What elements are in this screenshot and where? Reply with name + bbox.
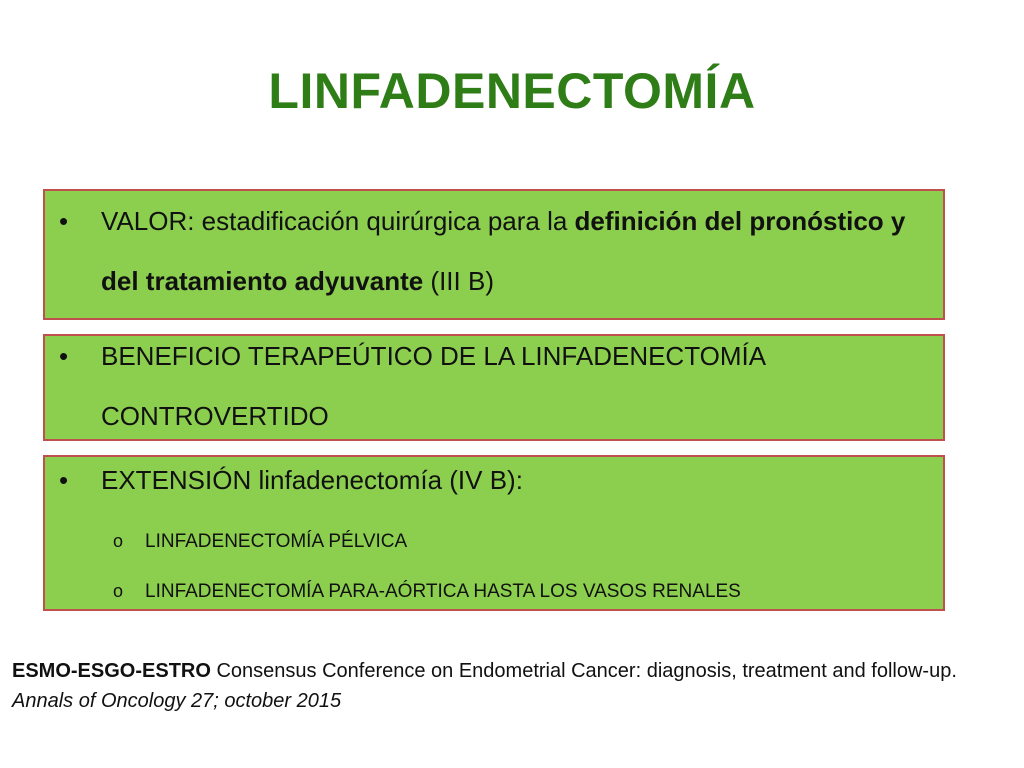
sub-item-label: LINFADENECTOMÍA PÉLVICA bbox=[145, 531, 408, 552]
sub-item-paraaortica bbox=[113, 581, 741, 603]
reference-journal: Annals of Oncology 27; october 2015 bbox=[12, 690, 342, 712]
slide-title: LINFADENECTOMÍA bbox=[268, 63, 756, 119]
reference-title: Consensus Conference on Endometrial Cancer: diagnosis, treatment and follow-up. bbox=[210, 660, 957, 682]
valor-text bbox=[101, 191, 931, 311]
bullet-icon: • bbox=[59, 206, 69, 236]
valor-bold: definición del pronóstico y del tratamiento adyuvante bbox=[101, 206, 906, 296]
sub-item-pelvica bbox=[113, 531, 407, 553]
bullet-icon: • bbox=[59, 341, 69, 371]
valor-box bbox=[43, 189, 945, 320]
valor-grade: (III B) bbox=[423, 266, 494, 296]
beneficio-text: BENEFICIO TERAPEÚTICO DE LA LINFADENECTOMÍA CONTROVERTIDO bbox=[101, 341, 765, 431]
sub-bullet-icon: o bbox=[113, 581, 124, 601]
reference-org: ESMO-ESGO-ESTRO bbox=[12, 660, 211, 682]
extension-text: EXTENSIÓN linfadenectomía (IV B): bbox=[101, 465, 523, 495]
sub-bullet-icon: o bbox=[113, 531, 124, 551]
beneficio-box bbox=[43, 334, 945, 441]
reference-citation bbox=[12, 656, 1012, 716]
bullet-icon: • bbox=[59, 465, 69, 495]
extension-box bbox=[43, 455, 945, 611]
valor-lead: VALOR: estadificación quirúrgica para la bbox=[101, 206, 575, 236]
sub-item-label: LINFADENECTOMÍA PARA-AÓRTICA HASTA LOS VASOS RENALES bbox=[145, 581, 741, 602]
